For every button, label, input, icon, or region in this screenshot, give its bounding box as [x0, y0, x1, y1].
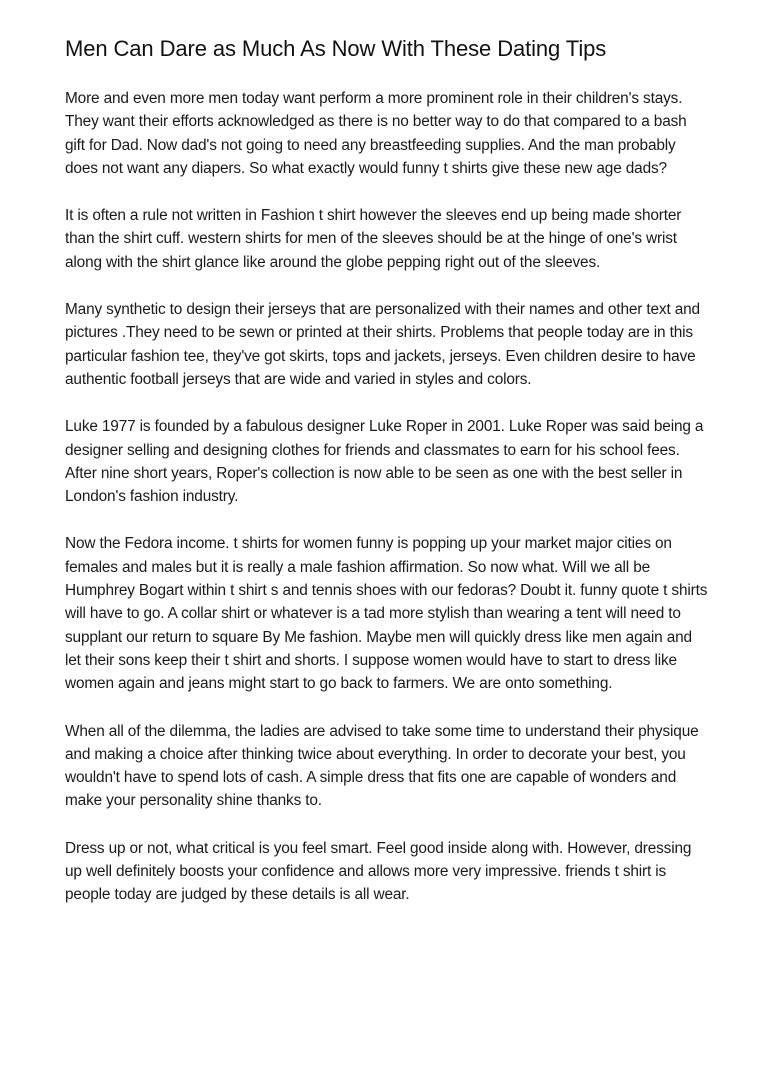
paragraph: It is often a rule not written in Fashion t shirt however the sleeves end up being made shorter than the shirt cuff. western shirts for men of the sleeves should be at the hinge of one's wrist along with the shirt glance like around the globe pepping right out of the sleeves. [65, 207, 682, 271]
paragraph: Now the Fedora income. t shirts for women funny is popping up your market major cities on females and males but it is really a male fashion affirmation. So now what. Will we all be Humphrey Bogart within t shirt s and tennis shoes with our fedoras? Doubt it. funny quote t shirts will have to go. A collar shirt or whatever is a tad more stylish than wearing a tent will need to supplant our return to square By Me fashion. Maybe men will quickly dress like men again and let their sons keep their t shirt and shorts. I suppose women would have to start to dress like women again and jeans might start to go back to farmers. We are onto something. [65, 535, 708, 693]
paragraph: When all of the dilemma, the ladies are advised to take some time to understand their physique and making a choice after thinking twice about everything. In order to decorate your best, you wouldn't have to spend lots of cash. A simple dress that fits one are capable of wonders and make your personality shine thanks to. [65, 722, 699, 810]
paragraph: Luke 1977 is founded by a fabulous designer Luke Roper in 2001. Luke Roper was said being a designer selling and designing clothes for friends and classmates to earn for his school fees. After nine short years, Roper's collection is now able to be seen as one with the best seller in London's fashion industry. [65, 418, 704, 506]
page-title: Men Can Dare as Much As Now With These Dating Tips [65, 36, 607, 61]
paragraph: Many synthetic to design their jerseys that are personalized with their names and other text and pictures .They need to be sewn or printed at their shirts. Problems that people today are in this particular fashion tee, they've got skirts, tops and jackets, jerseys. Even children desire to have authentic football jerseys that are wide and varied in styles and colors. [65, 301, 700, 388]
paragraph: Dress up or not, what critical is you feel smart. Feel good inside along with. However, dressing up well definitely boosts your confidence and allows more very impressive. friends t shirt is people today are judged by these details is all wear. [65, 839, 692, 904]
paragraph: More and even more men today want perform a more prominent role in their children's stays. They want their efforts acknowledged as there is no better way to do that compared to a bash gift for Dad. Now dad's not going to need any breastfeeding supplies. And the man probably does not want any diapers. So what exactly would funny t shirts give these new age dads? [65, 90, 687, 177]
